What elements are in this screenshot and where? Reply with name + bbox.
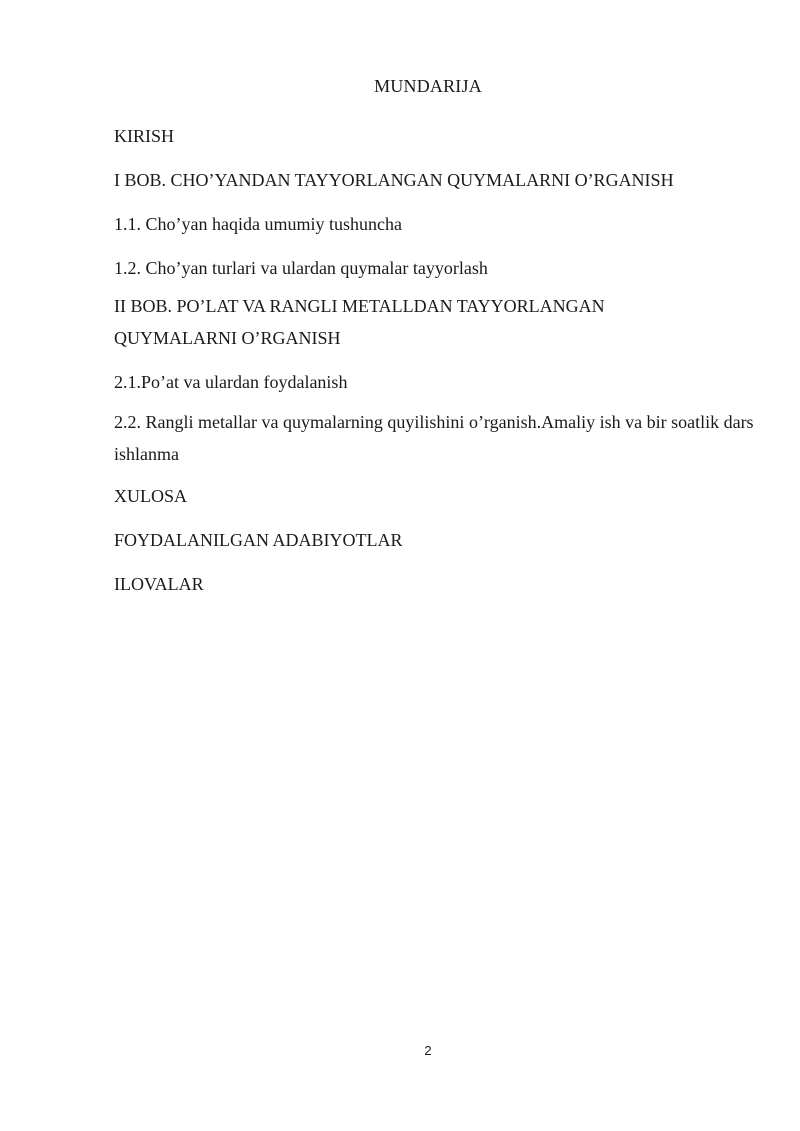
page-number: 2 <box>424 1043 432 1058</box>
toc-entry-section-2-1: 2.1.Po’at va ulardan foydalanish <box>114 372 348 392</box>
toc-entry-chapter-1: I BOB. CHO’YANDAN TAYYORLANGAN QUYMALARNI O’RGANISH <box>114 170 674 190</box>
toc-entry-ilovalar: ILOVALAR <box>114 574 204 594</box>
toc-entry-chapter-2: II BOB. PO’LAT VA RANGLI METALLDAN TAYYORLANGAN QUYMALARNI O’RGANISH <box>114 296 605 348</box>
toc-title: MUNDARIJA <box>374 76 482 96</box>
toc-entry-kirish: KIRISH <box>114 126 175 146</box>
toc-entry-section-1-2: 1.2. Cho’yan turlari va ulardan quymalar tayyorlash <box>114 258 488 278</box>
toc-entry-section-2-2: 2.2. Rangli metallar va quymalarning quyilishini o’rganish.Amaliy ish va bir soatlik dars ishlanma <box>114 412 754 464</box>
toc-entry-xulosa: XULOSA <box>114 486 188 506</box>
toc-entry-section-1-1: 1.1. Cho’yan haqida umumiy tushuncha <box>114 214 402 234</box>
toc-entry-adabiyotlar: FOYDALANILGAN ADABIYOTLAR <box>114 530 403 550</box>
